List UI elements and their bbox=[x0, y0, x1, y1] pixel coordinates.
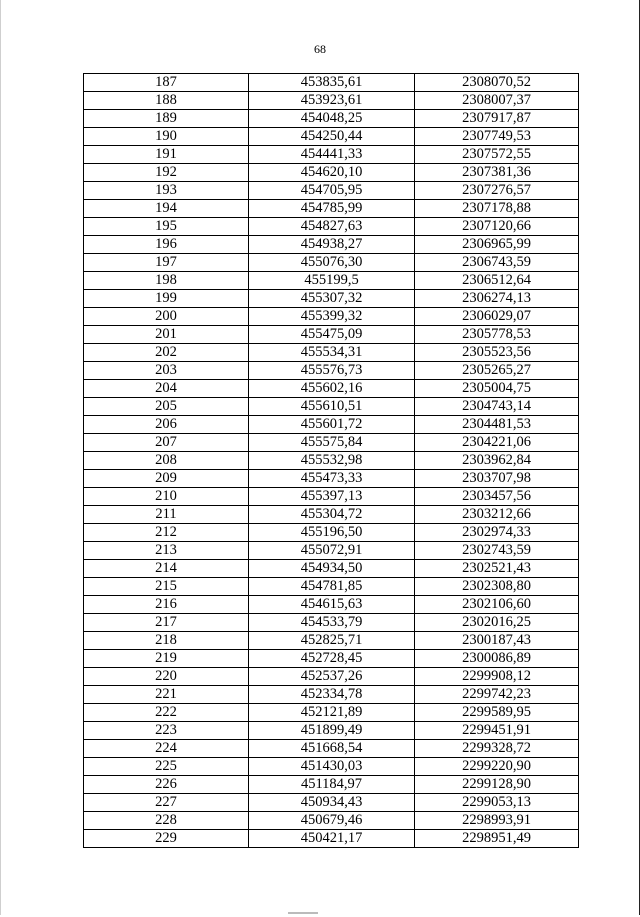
x-coordinate-cell: 454441,33 bbox=[249, 146, 415, 164]
y-coordinate-cell: 2299742,23 bbox=[415, 686, 579, 704]
y-coordinate-cell: 2306965,99 bbox=[415, 236, 579, 254]
y-coordinate-cell: 2302743,59 bbox=[415, 542, 579, 560]
y-coordinate-cell: 2302521,43 bbox=[415, 560, 579, 578]
point-number-cell: 217 bbox=[84, 614, 249, 632]
y-coordinate-cell: 2308007,37 bbox=[415, 92, 579, 110]
table-row bbox=[84, 236, 579, 254]
y-coordinate-cell: 2305004,75 bbox=[415, 380, 579, 398]
point-number-cell: 226 bbox=[84, 776, 249, 794]
y-coordinate-cell: 2303707,98 bbox=[415, 470, 579, 488]
table-row bbox=[84, 830, 579, 848]
table-row bbox=[84, 704, 579, 722]
point-number-cell: 197 bbox=[84, 254, 249, 272]
x-coordinate-cell: 455575,84 bbox=[249, 434, 415, 452]
table-row bbox=[84, 380, 579, 398]
table-row bbox=[84, 542, 579, 560]
x-coordinate-cell: 455610,51 bbox=[249, 398, 415, 416]
x-coordinate-cell: 455473,33 bbox=[249, 470, 415, 488]
y-coordinate-cell: 2307381,36 bbox=[415, 164, 579, 182]
y-coordinate-cell: 2303457,56 bbox=[415, 488, 579, 506]
x-coordinate-cell: 454827,63 bbox=[249, 218, 415, 236]
x-coordinate-cell: 455196,50 bbox=[249, 524, 415, 542]
y-coordinate-cell: 2305523,56 bbox=[415, 344, 579, 362]
table-row bbox=[84, 524, 579, 542]
y-coordinate-cell: 2298951,49 bbox=[415, 830, 579, 848]
point-number-cell: 194 bbox=[84, 200, 249, 218]
x-coordinate-cell: 454533,79 bbox=[249, 614, 415, 632]
y-coordinate-cell: 2302974,33 bbox=[415, 524, 579, 542]
table-row bbox=[84, 416, 579, 434]
y-coordinate-cell: 2306274,13 bbox=[415, 290, 579, 308]
y-coordinate-cell: 2300187,43 bbox=[415, 632, 579, 650]
table-row bbox=[84, 110, 579, 128]
x-coordinate-cell: 452825,71 bbox=[249, 632, 415, 650]
x-coordinate-cell: 452537,26 bbox=[249, 668, 415, 686]
point-number-cell: 220 bbox=[84, 668, 249, 686]
table-row bbox=[84, 182, 579, 200]
x-coordinate-cell: 455602,16 bbox=[249, 380, 415, 398]
x-coordinate-cell: 454620,10 bbox=[249, 164, 415, 182]
y-coordinate-cell: 2304743,14 bbox=[415, 398, 579, 416]
point-number-cell: 210 bbox=[84, 488, 249, 506]
point-number-cell: 199 bbox=[84, 290, 249, 308]
point-number-cell: 201 bbox=[84, 326, 249, 344]
y-coordinate-cell: 2307120,66 bbox=[415, 218, 579, 236]
table-row bbox=[84, 218, 579, 236]
y-coordinate-cell: 2304481,53 bbox=[415, 416, 579, 434]
x-coordinate-cell: 455534,31 bbox=[249, 344, 415, 362]
x-coordinate-cell: 455072,91 bbox=[249, 542, 415, 560]
table-row bbox=[84, 272, 579, 290]
table-row bbox=[84, 146, 579, 164]
point-number-cell: 195 bbox=[84, 218, 249, 236]
table-row bbox=[84, 812, 579, 830]
point-number-cell: 224 bbox=[84, 740, 249, 758]
y-coordinate-cell: 2304221,06 bbox=[415, 434, 579, 452]
table-row bbox=[84, 488, 579, 506]
table-row bbox=[84, 362, 579, 380]
point-number-cell: 206 bbox=[84, 416, 249, 434]
y-coordinate-cell: 2307276,57 bbox=[415, 182, 579, 200]
point-number-cell: 215 bbox=[84, 578, 249, 596]
table-row bbox=[84, 632, 579, 650]
table-row bbox=[84, 92, 579, 110]
point-number-cell: 216 bbox=[84, 596, 249, 614]
point-number-cell: 219 bbox=[84, 650, 249, 668]
x-coordinate-cell: 455307,32 bbox=[249, 290, 415, 308]
x-coordinate-cell: 451668,54 bbox=[249, 740, 415, 758]
point-number-cell: 208 bbox=[84, 452, 249, 470]
y-coordinate-cell: 2302106,60 bbox=[415, 596, 579, 614]
y-coordinate-cell: 2306512,64 bbox=[415, 272, 579, 290]
point-number-cell: 227 bbox=[84, 794, 249, 812]
x-coordinate-cell: 452728,45 bbox=[249, 650, 415, 668]
x-coordinate-cell: 455304,72 bbox=[249, 506, 415, 524]
point-number-cell: 228 bbox=[84, 812, 249, 830]
point-number-cell: 211 bbox=[84, 506, 249, 524]
x-coordinate-cell: 452334,78 bbox=[249, 686, 415, 704]
point-number-cell: 193 bbox=[84, 182, 249, 200]
table-row bbox=[84, 326, 579, 344]
table-row bbox=[84, 344, 579, 362]
table-row bbox=[84, 650, 579, 668]
x-coordinate-cell: 454250,44 bbox=[249, 128, 415, 146]
y-coordinate-cell: 2298993,91 bbox=[415, 812, 579, 830]
y-coordinate-cell: 2307572,55 bbox=[415, 146, 579, 164]
table-row bbox=[84, 290, 579, 308]
x-coordinate-cell: 455601,72 bbox=[249, 416, 415, 434]
point-number-cell: 192 bbox=[84, 164, 249, 182]
table-row bbox=[84, 74, 579, 92]
table-row bbox=[84, 452, 579, 470]
table-row bbox=[84, 506, 579, 524]
y-coordinate-cell: 2303962,84 bbox=[415, 452, 579, 470]
x-coordinate-cell: 454781,85 bbox=[249, 578, 415, 596]
point-number-cell: 203 bbox=[84, 362, 249, 380]
table-row bbox=[84, 254, 579, 272]
y-coordinate-cell: 2308070,52 bbox=[415, 74, 579, 92]
x-coordinate-cell: 451430,03 bbox=[249, 758, 415, 776]
point-number-cell: 218 bbox=[84, 632, 249, 650]
x-coordinate-cell: 455399,32 bbox=[249, 308, 415, 326]
x-coordinate-cell: 455576,73 bbox=[249, 362, 415, 380]
table-row bbox=[84, 794, 579, 812]
point-number-cell: 191 bbox=[84, 146, 249, 164]
y-coordinate-cell: 2299328,72 bbox=[415, 740, 579, 758]
coordinates-table-body bbox=[84, 74, 579, 848]
point-number-cell: 187 bbox=[84, 74, 249, 92]
table-row bbox=[84, 614, 579, 632]
point-number-cell: 204 bbox=[84, 380, 249, 398]
coordinates-table bbox=[83, 73, 579, 848]
y-coordinate-cell: 2299128,90 bbox=[415, 776, 579, 794]
point-number-cell: 196 bbox=[84, 236, 249, 254]
y-coordinate-cell: 2299053,13 bbox=[415, 794, 579, 812]
point-number-cell: 202 bbox=[84, 344, 249, 362]
x-coordinate-cell: 455076,30 bbox=[249, 254, 415, 272]
table-row bbox=[84, 560, 579, 578]
table-row bbox=[84, 128, 579, 146]
point-number-cell: 190 bbox=[84, 128, 249, 146]
table-row bbox=[84, 596, 579, 614]
x-coordinate-cell: 455397,13 bbox=[249, 488, 415, 506]
table-row bbox=[84, 470, 579, 488]
x-coordinate-cell: 451184,97 bbox=[249, 776, 415, 794]
x-coordinate-cell: 454934,50 bbox=[249, 560, 415, 578]
y-coordinate-cell: 2302016,25 bbox=[415, 614, 579, 632]
x-coordinate-cell: 451899,49 bbox=[249, 722, 415, 740]
y-coordinate-cell: 2299908,12 bbox=[415, 668, 579, 686]
x-coordinate-cell: 450679,46 bbox=[249, 812, 415, 830]
y-coordinate-cell: 2299220,90 bbox=[415, 758, 579, 776]
y-coordinate-cell: 2307917,87 bbox=[415, 110, 579, 128]
table-row bbox=[84, 434, 579, 452]
x-coordinate-cell: 455532,98 bbox=[249, 452, 415, 470]
y-coordinate-cell: 2300086,89 bbox=[415, 650, 579, 668]
x-coordinate-cell: 453923,61 bbox=[249, 92, 415, 110]
y-coordinate-cell: 2299451,91 bbox=[415, 722, 579, 740]
x-coordinate-cell: 453835,61 bbox=[249, 74, 415, 92]
point-number-cell: 221 bbox=[84, 686, 249, 704]
table-row bbox=[84, 578, 579, 596]
table-row bbox=[84, 740, 579, 758]
x-coordinate-cell: 452121,89 bbox=[249, 704, 415, 722]
scan-artifact bbox=[288, 912, 318, 914]
x-coordinate-cell: 450934,43 bbox=[249, 794, 415, 812]
point-number-cell: 189 bbox=[84, 110, 249, 128]
table-row bbox=[84, 686, 579, 704]
table-row bbox=[84, 758, 579, 776]
x-coordinate-cell: 454048,25 bbox=[249, 110, 415, 128]
point-number-cell: 198 bbox=[84, 272, 249, 290]
page-number: 68 bbox=[314, 42, 326, 56]
y-coordinate-cell: 2306029,07 bbox=[415, 308, 579, 326]
x-coordinate-cell: 454705,95 bbox=[249, 182, 415, 200]
table-row bbox=[84, 668, 579, 686]
point-number-cell: 188 bbox=[84, 92, 249, 110]
table-row bbox=[84, 398, 579, 416]
x-coordinate-cell: 454615,63 bbox=[249, 596, 415, 614]
x-coordinate-cell: 450421,17 bbox=[249, 830, 415, 848]
point-number-cell: 209 bbox=[84, 470, 249, 488]
point-number-cell: 223 bbox=[84, 722, 249, 740]
y-coordinate-cell: 2307178,88 bbox=[415, 200, 579, 218]
x-coordinate-cell: 454938,27 bbox=[249, 236, 415, 254]
point-number-cell: 205 bbox=[84, 398, 249, 416]
y-coordinate-cell: 2306743,59 bbox=[415, 254, 579, 272]
point-number-cell: 212 bbox=[84, 524, 249, 542]
y-coordinate-cell: 2302308,80 bbox=[415, 578, 579, 596]
x-coordinate-cell: 454785,99 bbox=[249, 200, 415, 218]
table-row bbox=[84, 776, 579, 794]
table-row bbox=[84, 164, 579, 182]
y-coordinate-cell: 2307749,53 bbox=[415, 128, 579, 146]
point-number-cell: 214 bbox=[84, 560, 249, 578]
point-number-cell: 213 bbox=[84, 542, 249, 560]
table-row bbox=[84, 200, 579, 218]
y-coordinate-cell: 2299589,95 bbox=[415, 704, 579, 722]
y-coordinate-cell: 2305778,53 bbox=[415, 326, 579, 344]
x-coordinate-cell: 455199,5 bbox=[249, 272, 415, 290]
y-coordinate-cell: 2303212,66 bbox=[415, 506, 579, 524]
table-row bbox=[84, 722, 579, 740]
point-number-cell: 225 bbox=[84, 758, 249, 776]
point-number-cell: 229 bbox=[84, 830, 249, 848]
point-number-cell: 207 bbox=[84, 434, 249, 452]
point-number-cell: 200 bbox=[84, 308, 249, 326]
table-row bbox=[84, 308, 579, 326]
y-coordinate-cell: 2305265,27 bbox=[415, 362, 579, 380]
point-number-cell: 222 bbox=[84, 704, 249, 722]
x-coordinate-cell: 455475,09 bbox=[249, 326, 415, 344]
